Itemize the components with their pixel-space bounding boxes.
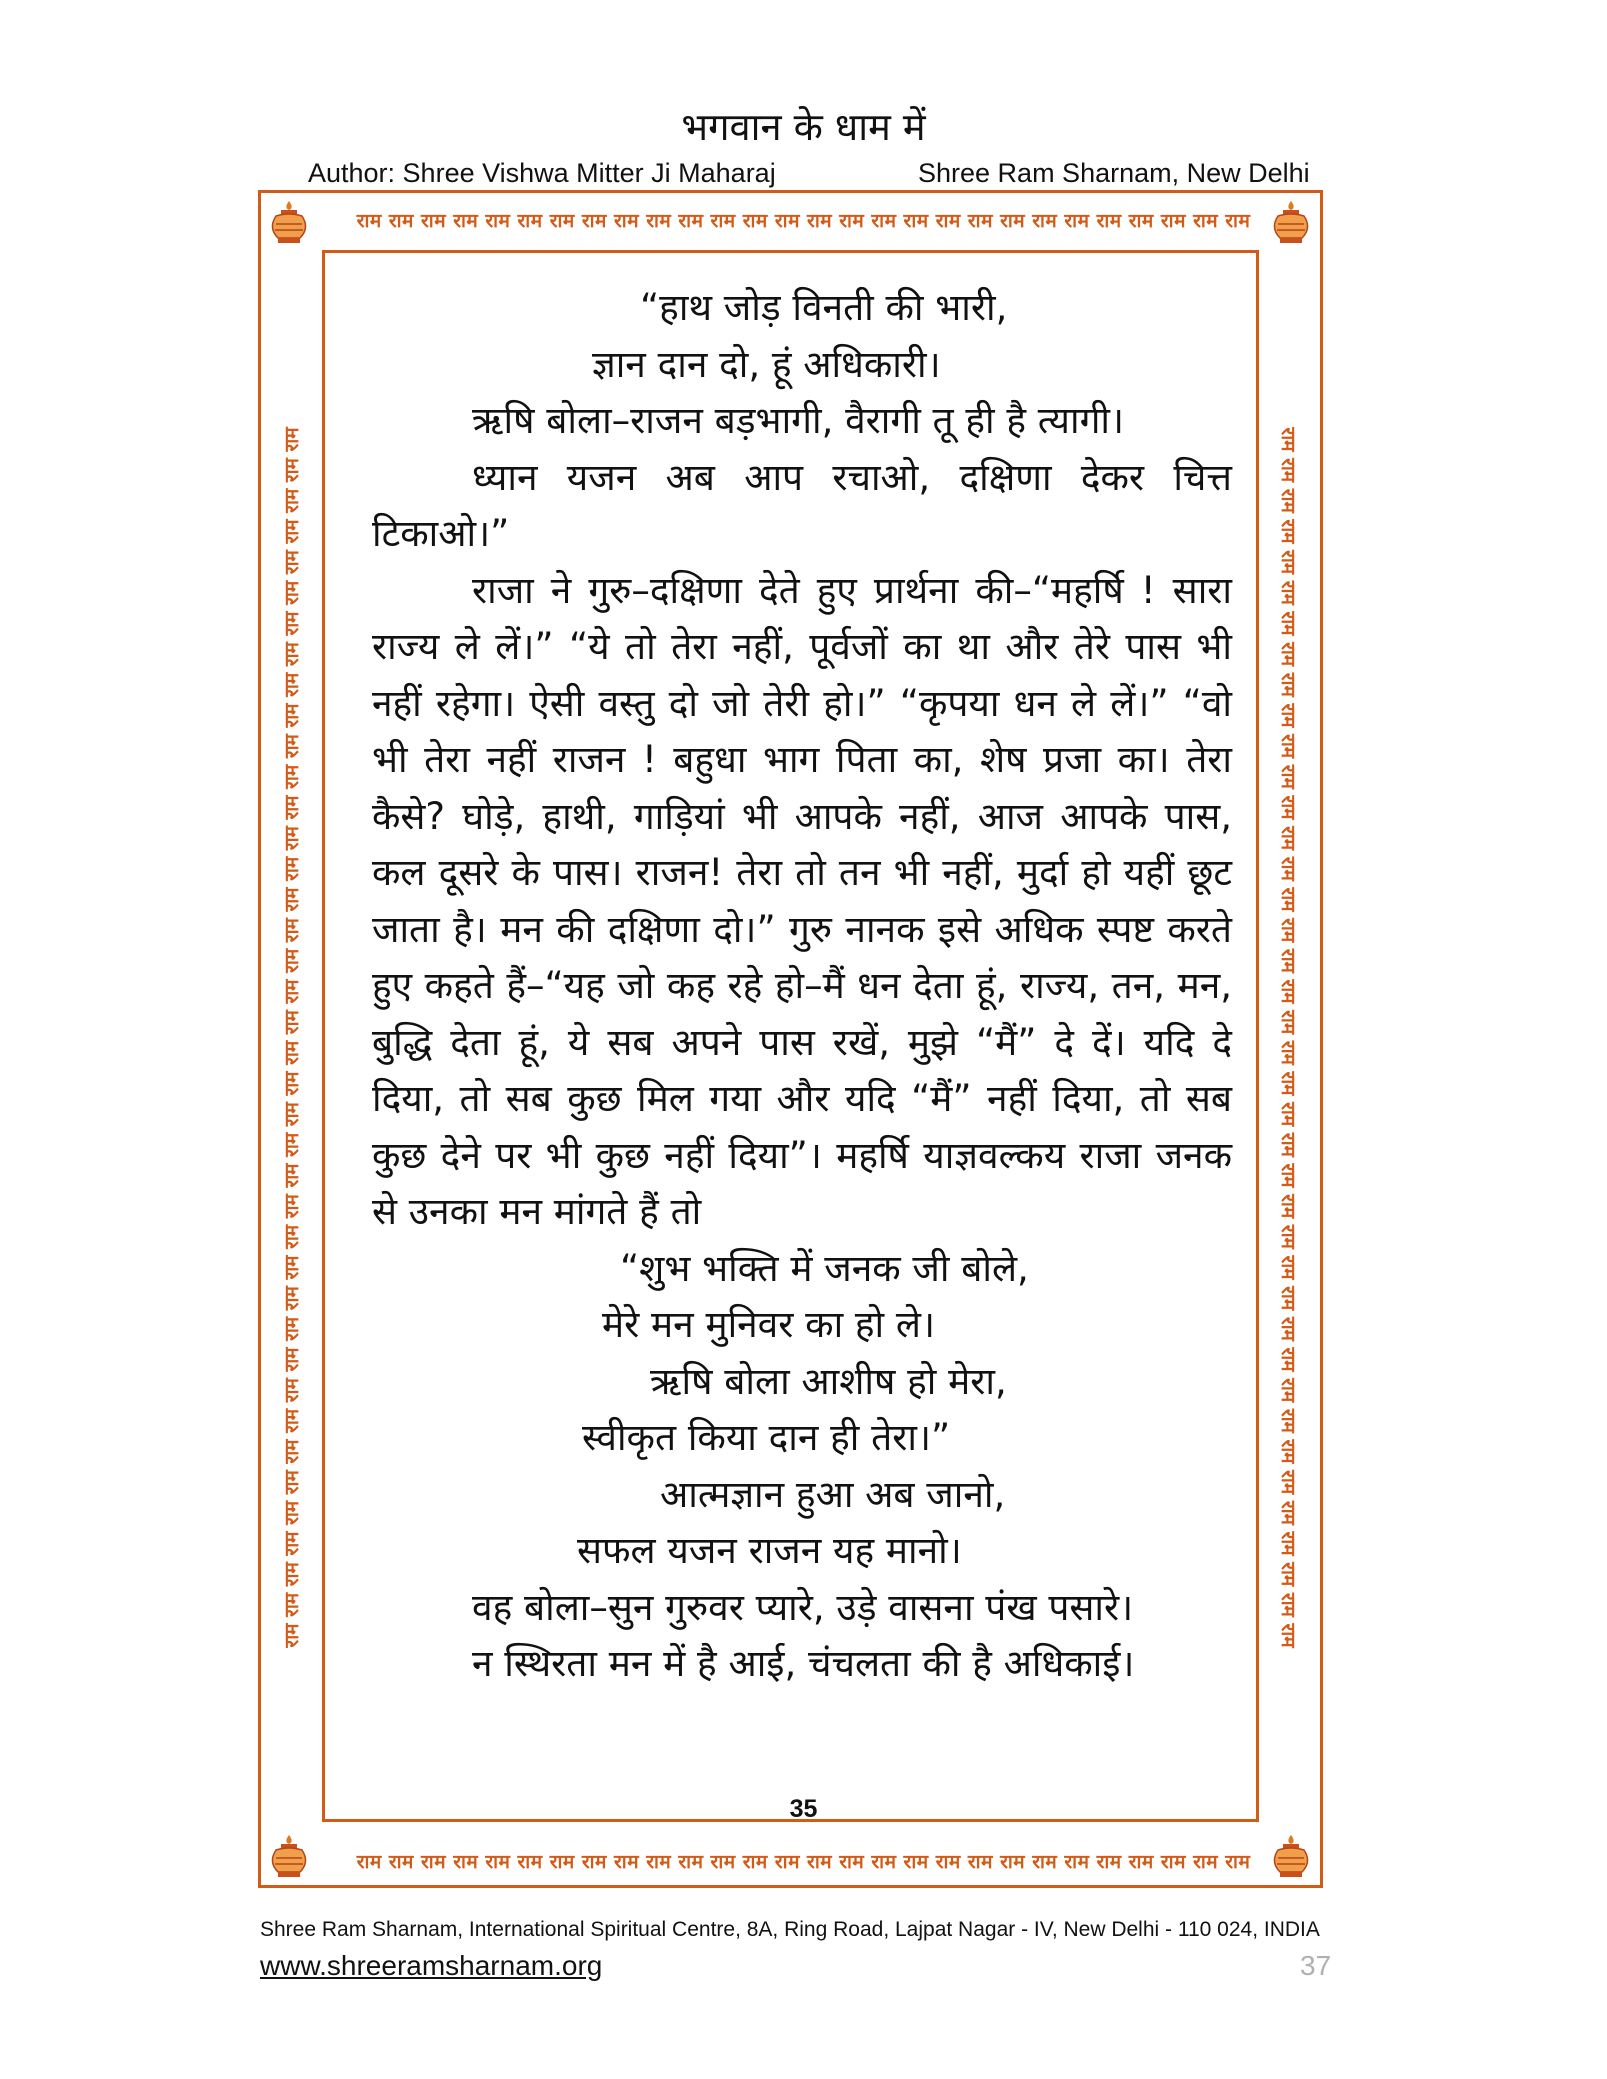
kalash-icon [1268, 198, 1314, 248]
border-ram-left-text: राम राम राम राम राम राम राम राम राम राम राम राम राम राम राम राम राम राम राम राम राम राम राम राम राम राम राम राम राम राम राम राम राम राम राम राम राम राम राम राम [281, 427, 303, 1648]
border-ram-right [1270, 270, 1306, 1805]
border-ram-top: राम राम राम राम राम राम राम राम राम राम राम राम राम राम राम राम राम राम राम राम राम राम राम राम राम राम राम राम [356, 210, 1251, 232]
verse-line: स्वीकृत किया दान ही तेरा।” [582, 1416, 951, 1459]
verse-line: “हाथ जोड़ विनती की भारी, [640, 286, 1008, 329]
author-line: Author: Shree Vishwa Mitter Ji Maharaj [308, 158, 776, 188]
border-ram-right-text: राम राम राम राम राम राम राम राम राम राम राम राम राम राम राम राम राम राम राम राम राम राम राम राम राम राम राम राम राम राम राम राम राम राम राम राम राम राम राम राम [1277, 427, 1299, 1648]
verse-line: मेरे मन मुनिवर का हो ले। [602, 1303, 936, 1346]
border-ram-bottom: राम राम राम राम राम राम राम राम राम राम राम राम राम राम राम राम राम राम राम राम राम राम राम राम राम राम राम राम [356, 1851, 1251, 1873]
kalash-icon [266, 1832, 312, 1882]
book-page-number: 35 [789, 1795, 818, 1823]
prose-line: टिकाओ।” [372, 512, 510, 555]
verse-line: आत्मज्ञान हुआ अब जानो, [660, 1472, 1006, 1516]
prose-paragraph: राजा ने गुरु–दक्षिणा देते हुए प्रार्थना की–“महर्षि ! सारा राज्य ले लें।” “ये तो तेरा नहीं, पूर्वजों का था और तेरे पास भी नहीं रहेगा। ऐसी वस्तु दो जो तेरी हो।” “कृपया धन ले लें।” “वो भी तेरा नहीं राजन ! बहुधा भाग पिता का, शेष प्रजा का। तेरा कैसे? घोड़े, हाथी, गाड़ियां भी आपके नहीं, आज आपके पास, कल दूसरे के पास। राजन! तेरा तो तन भी नहीं, मुर्दा हो यहीं छूट जाता है। मन की दक्षिणा दो।” गुरु नानक इसे अधिक स्पष्ट करते हुए कहते हैं–“यह जो कह रहे हो–मैं धन देता हूं, राज्य, तन, मन, बुद्धि देता हूं, ये सब अपने पास रखें, मुझे “मैं” दे दें। यदि दे दिया, तो सब कुछ मिल गया और यदि “मैं” नहीं दिया, तो सब कुछ देने पर भी कुछ नहीं दिया”। महर्षि याज्ञवल्कय राजा जनक से उनका मन मांगते हैं तो [372, 568, 1232, 1233]
verse-line: ज्ञान दान दो, हूं अधिकारी। [592, 342, 941, 386]
pdf-page-number: 37 [1300, 1950, 1332, 1981]
page-body-text [372, 280, 1232, 1693]
book-title: भगवान के धाम में [681, 105, 926, 149]
footer-website-link[interactable]: www.shreeramsharnam.org [260, 1950, 603, 1981]
publisher-line: Shree Ram Sharnam, New Delhi [918, 158, 1310, 188]
verse-line: वह बोला–सुन गुरुवर प्यारे, उड़े वासना पंख पसारे। [472, 1585, 1134, 1629]
verse-line: “शुभ भक्ति में जनक जी बोले, [620, 1246, 1029, 1290]
footer-address: Shree Ram Sharnam, International Spiritual Centre, 8A, Ring Road, Lajpat Nagar - IV, New Delhi - 110 024, INDIA [260, 1918, 1320, 1941]
verse-line: न स्थिरता मन में है आई, चंचलता की है अधिकाई। [472, 1642, 1135, 1685]
verse-line: ऋषि बोला–राजन बड़भागी, वैरागी तू ही है त्यागी। [472, 399, 1125, 442]
prose-line: ध्यान यजन अब आप रचाओ, दक्षिणा देकर चित्त [472, 455, 1232, 499]
verse-line: ऋषि बोला आशीष हो मेरा, [650, 1359, 1007, 1403]
verse-line: सफल यजन राजन यह मानो। [577, 1529, 962, 1572]
kalash-icon [266, 198, 312, 248]
border-ram-left [274, 270, 310, 1805]
kalash-icon [1268, 1832, 1314, 1882]
